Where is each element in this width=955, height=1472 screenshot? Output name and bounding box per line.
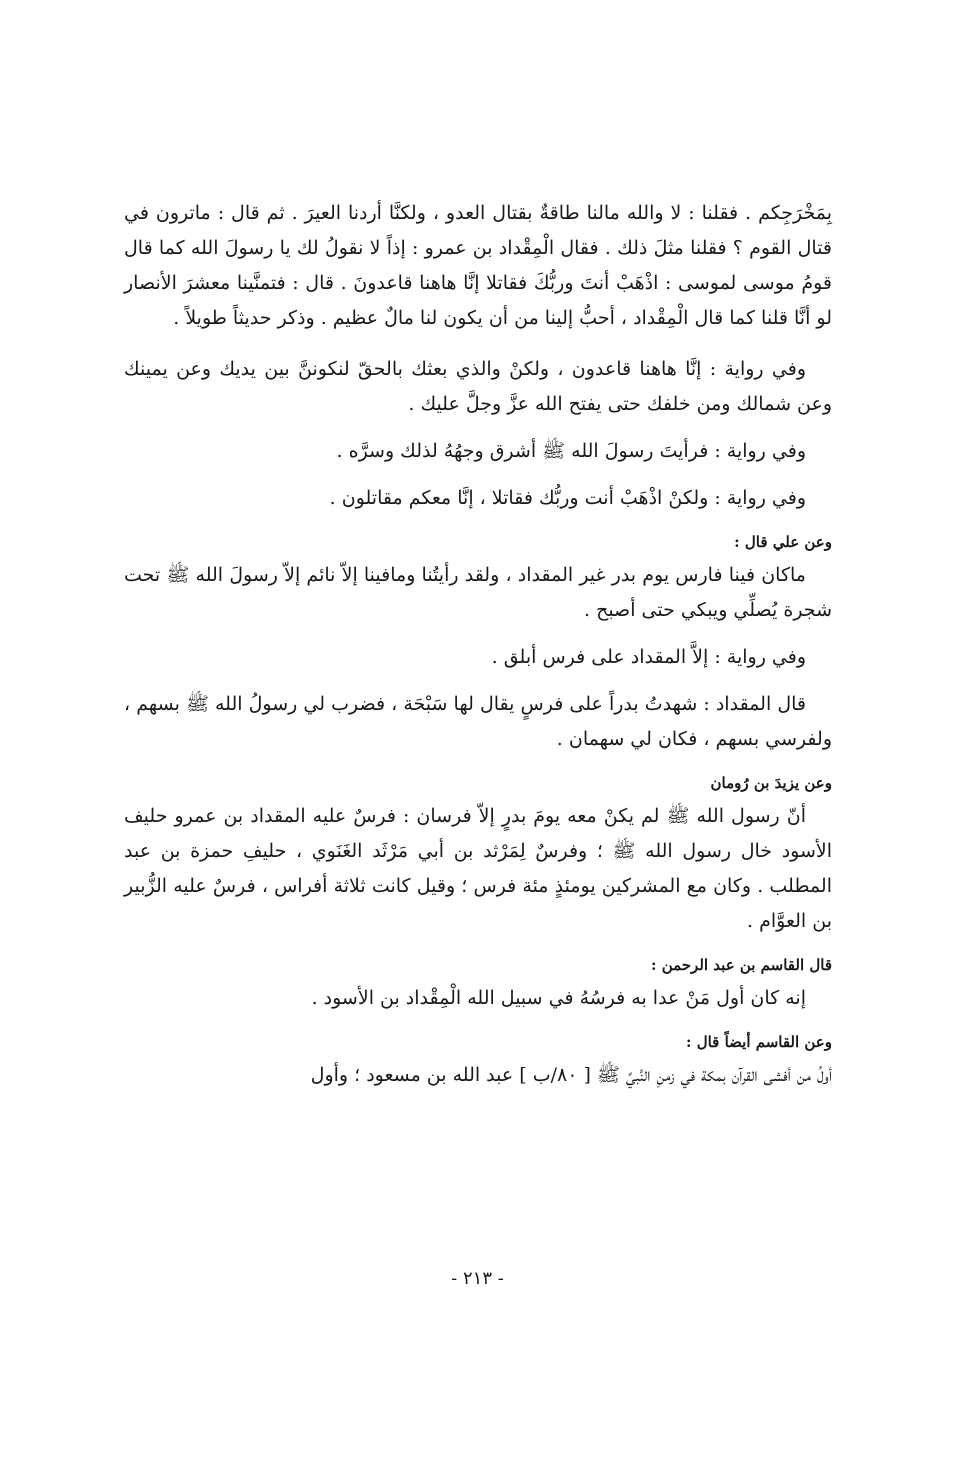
paragraph-10: أولُ من أفشى القرآن بمكة في زمنِ النَّبيِّ ﷺ [ ٨٠/ب ] عبد الله بن مسعود ؛ وأول	[310, 1064, 832, 1086]
paragraph-4: وفي رواية : ولكنْ اذْهَبْ أنت وربُّك فقاتلا ، إنَّا معكم مقاتلون .	[329, 487, 806, 509]
section-heading-qasim-2: وعن القاسم أيضاً قال :	[685, 1033, 832, 1051]
section-heading-qasim: قال القاسم بن عبد الرحمن :	[650, 956, 832, 974]
paragraph-1: بِمَخْرَجِكم . فقلنا : لا والله مالنا طاقةٌ بقتال العدو ، ولكنَّا أردنا العيرَ . ثم قال : ماترون في قتال القوم ؟ فقلنا مثلَ ذلك . فقال الْمِقْداد بن عمرو : إذاً لا نقولُ لك يا رسولَ الله كما قال قومُ موسى لموسى : اذْهَبْ أنتَ وربُّكَ فقاتلا إنَّا هاهنا قاعدونَ . قال : فتمنَّينا معشرَ الأنصار لو أنَّا قلنا كما قال الْمِقْداد ، أحبُّ إلينا من أن يكون لنا مالٌ عظيم . وذكر حديثاً طويلاً .	[124, 202, 832, 329]
paragraph-6: وفي رواية : إلاَّ المقداد على فرس أبلق .	[491, 646, 806, 668]
page-number: - ٢١٣ -	[451, 1268, 504, 1289]
page-body	[124, 196, 832, 1093]
paragraph-5: ماكان فينا فارس يوم بدر غير المقداد ، ولقد رأيتُنا ومافينا إلاّ نائم إلاّ رسولَ الله ﷺ تحت شجرة يُصلِّي ويبكي حتى أصبح .	[124, 564, 832, 621]
paragraph-9: إنه كان أول مَنْ عدا به فرسُهُ في سبيل الله الْمِقْداد بن الأسود .	[311, 987, 806, 1009]
paragraph-7: قال المقداد : شهدتُ بدراً على فرسٍ يقال لها سَبْحَة ، فضرب لي رسولُ الله ﷺ بسهم ، ولفرسي بسهم ، فكان لي سهمان .	[124, 693, 832, 750]
paragraph-2: وفي رواية : إنَّا هاهنا قاعدون ، ولكنْ والذي بعثك بالحقّ لنكوننَّ بين يديك وعن يمينك وعن شمالك ومن خلفك حتى يفتح الله عزَّ وجلَّ عليك .	[124, 358, 832, 415]
section-heading-ali: وعن علي قال :	[734, 533, 832, 551]
paragraph-3: وفي رواية : فرأيتَ رسولَ الله ﷺ أشرق وجهُهُ لذلك وسرَّه .	[336, 440, 806, 462]
paragraph-8: أنّ رسول الله ﷺ لم يكنْ معه يومَ بدرٍ إلاّ فرسان : فرسٌ عليه المقداد بن عمرو حليف الأسود خال رسول الله ﷺ ؛ وفرسٌ لِمَرْثد بن أبي مَرْثَد الغَنَوي ، حليفِ حمزة بن عبد المطلب . وكان مع المشركين يومئذٍ مئة فرس ؛ وقيل كانت ثلاثة أفراس ، فرسٌ عليه الزُّبير بن العوَّام .	[124, 805, 832, 932]
section-heading-yazid: وعن يزيدَ بن رُومان	[710, 774, 832, 792]
